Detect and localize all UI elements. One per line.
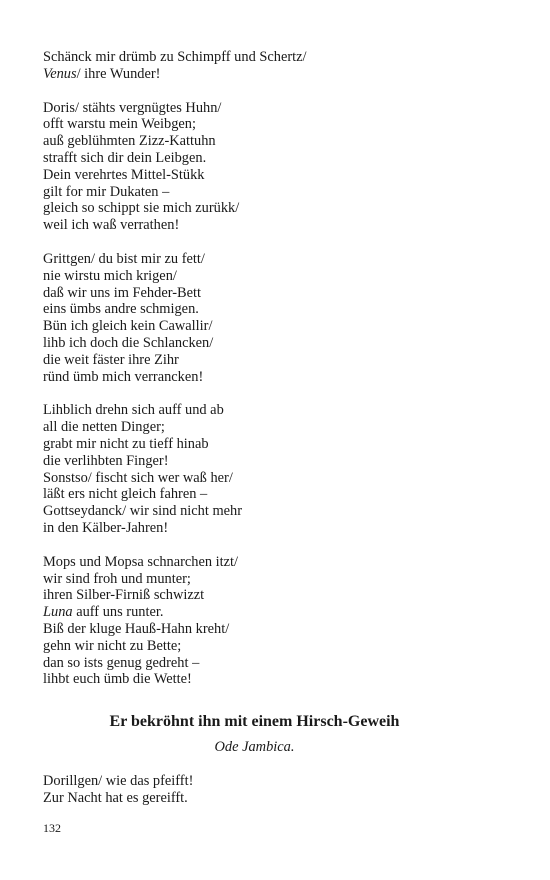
poem-line: grabt mir nicht zu tieff hinab — [43, 435, 209, 452]
poem-line: weil ich waß verrathen! — [43, 217, 180, 234]
poem-line: wir sind froh und munter; — [43, 570, 191, 587]
poem-line: läßt ers nicht gleich fahren – — [43, 486, 208, 503]
line-text: / ihre Wunder! — [76, 65, 161, 82]
poem-line: Mops und Mopsa schnarchen itzt/ — [43, 553, 239, 570]
poem-line: in den Kälber-Jahren! — [43, 519, 169, 536]
poem-line: offt warstu mein Weibgen; — [43, 116, 196, 133]
poem-body — [43, 49, 513, 705]
stanza-4 — [43, 402, 513, 536]
poem-line: nie wirstu mich krigen/ — [43, 267, 177, 284]
poem-line: all die netten Dinger; — [43, 419, 165, 436]
poem-subtitle: Ode Jambica. — [214, 739, 295, 755]
poem-line: Lihblich drehn sich auff und ab — [43, 402, 224, 419]
stanza-5 — [43, 554, 513, 688]
poem-title: Er bekröhnt ihn mit einem Hirsch-Geweih — [109, 713, 400, 730]
poem-line: Bün ich gleich kein Cawallir/ — [43, 318, 213, 335]
poem-line: auß geblühmten Zizz-Kattuhn — [43, 133, 216, 150]
poem-line: Schänck mir drümb zu Schimpff und Schertz/ — [43, 49, 307, 65]
poem-line: lihbt euch ümb die Wette! — [43, 671, 192, 688]
poem-line: Sonstso/ fischt sich wer waß her/ — [43, 469, 233, 486]
poem-line: gilt for mir Dukaten – — [43, 183, 170, 200]
stanza-1 — [43, 49, 513, 83]
poem-line — [43, 604, 513, 621]
poem-line — [43, 66, 513, 83]
poem-line: gleich so schippt sie mich zurükk/ — [43, 200, 240, 217]
poem-line: ihren Silber-Firniß schwizzt — [43, 587, 205, 604]
poem-line: ründ ümb mich verrancken! — [43, 368, 204, 385]
page-number: 132 — [43, 821, 61, 835]
italic-name: Luna — [43, 604, 73, 621]
poem-line: Zur Nacht hat es gereifft. — [43, 789, 188, 806]
stanza-2 — [43, 100, 513, 234]
stanza-3 — [43, 251, 513, 385]
italic-name: Venus — [43, 65, 77, 82]
poem-line: die weit fäster ihre Zihr — [43, 351, 179, 368]
poem-line: gehn wir nicht zu Bette; — [43, 637, 182, 654]
next-poem-opening — [43, 773, 193, 807]
poem-line: Doris/ stähts vergnügtes Huhn/ — [43, 99, 222, 116]
poem-line: Dein verehrtes Mittel-Stükk — [43, 166, 205, 183]
poem-line: eins ümbs andre schmigen. — [43, 301, 199, 318]
poem-line: Grittgen/ du bist mir zu fett/ — [43, 250, 205, 267]
poem-line: strafft sich dir dein Leibgen. — [43, 149, 207, 166]
poem-line: Biß der kluge Hauß-Hahn kreht/ — [43, 620, 230, 637]
line-text: auff uns runter. — [72, 604, 164, 621]
poem-line: Gottseydanck/ wir sind nicht mehr — [43, 503, 243, 520]
poem-line: Dorillgen/ wie das pfeifft! — [43, 773, 194, 789]
poem-line: lihb ich doch die Schlancken/ — [43, 334, 214, 351]
poem-line: dan so ists genug gedreht – — [43, 654, 200, 671]
poem-line: daß wir uns im Fehder-Bett — [43, 284, 201, 301]
poem-line: die verlihbten Finger! — [43, 452, 169, 469]
